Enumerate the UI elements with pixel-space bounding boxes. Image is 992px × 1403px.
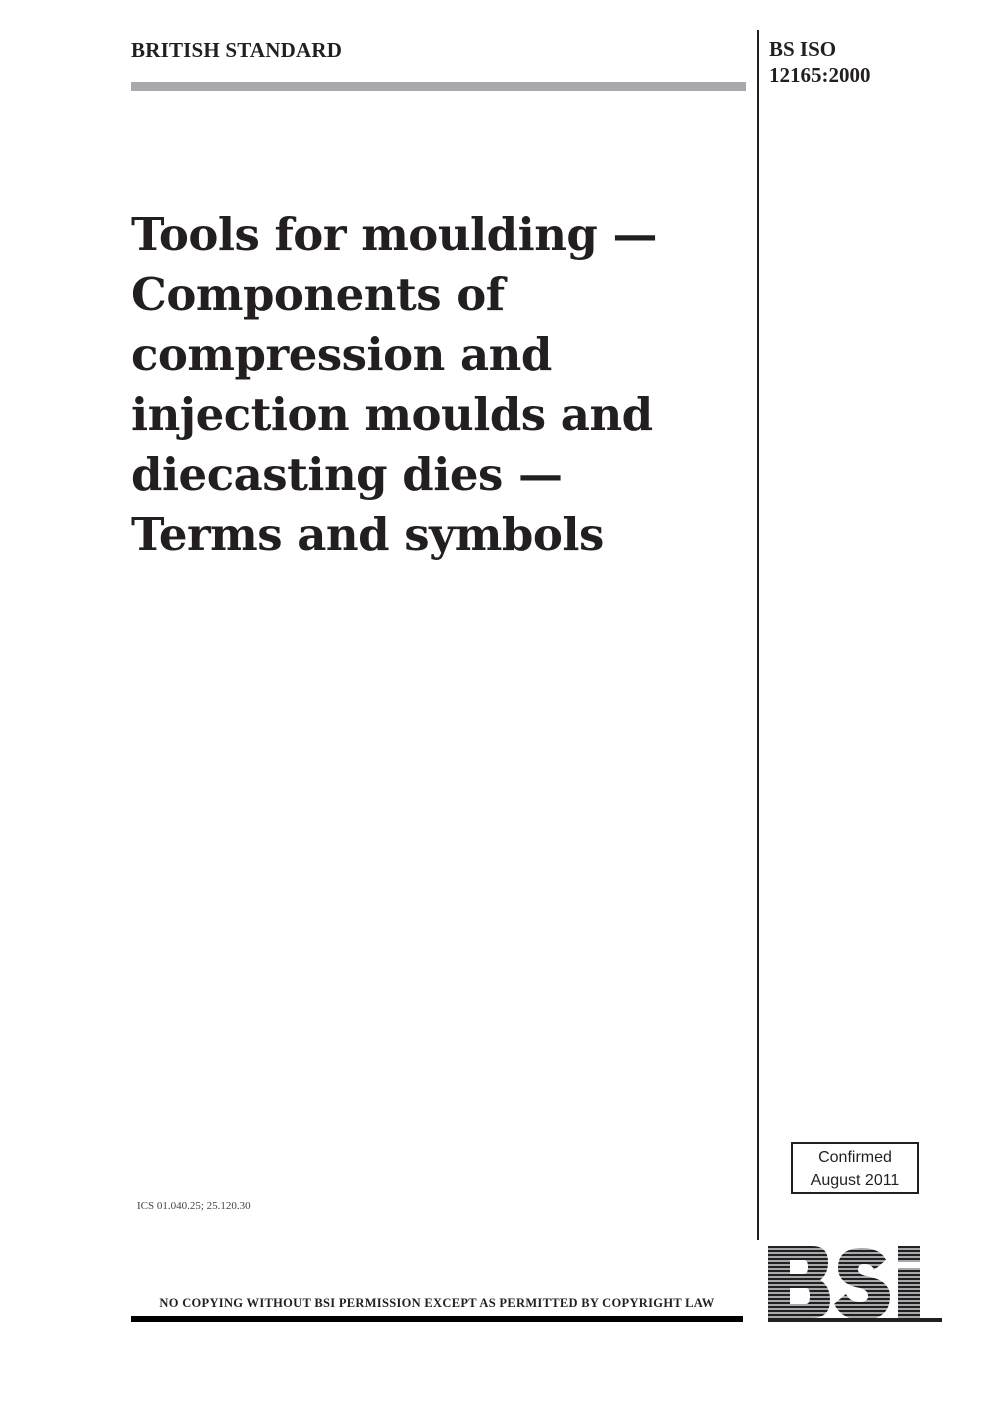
title-line: Tools for moulding — <box>131 208 658 261</box>
standard-number-line1: BS ISO <box>769 37 837 61</box>
copyright-notice: NO COPYING WITHOUT BSI PERMISSION EXCEPT AS PERMITTED BY COPYRIGHT LAW <box>159 1296 715 1310</box>
confirmed-label: Confirmed <box>818 1149 892 1166</box>
standard-number-line2: 12165:2000 <box>769 63 871 87</box>
header-divider <box>131 82 746 91</box>
title-line: compression and <box>131 328 552 381</box>
standard-label: BRITISH STANDARD <box>131 38 343 62</box>
title-line: injection moulds and <box>131 388 653 441</box>
vertical-divider <box>757 30 759 1240</box>
confirmed-date: August 2011 <box>810 1172 900 1189</box>
ics-code: ICS 01.040.25; 25.120.30 <box>137 1200 251 1212</box>
footer-divider <box>131 1316 743 1322</box>
bsi-logo <box>768 1244 942 1322</box>
title-line: Components of <box>131 268 505 321</box>
document-title <box>131 205 741 565</box>
confirmed-stamp <box>791 1142 919 1194</box>
title-line: Terms and symbols <box>131 508 604 561</box>
title-line: diecasting dies — <box>131 448 563 501</box>
standard-number <box>769 36 871 88</box>
